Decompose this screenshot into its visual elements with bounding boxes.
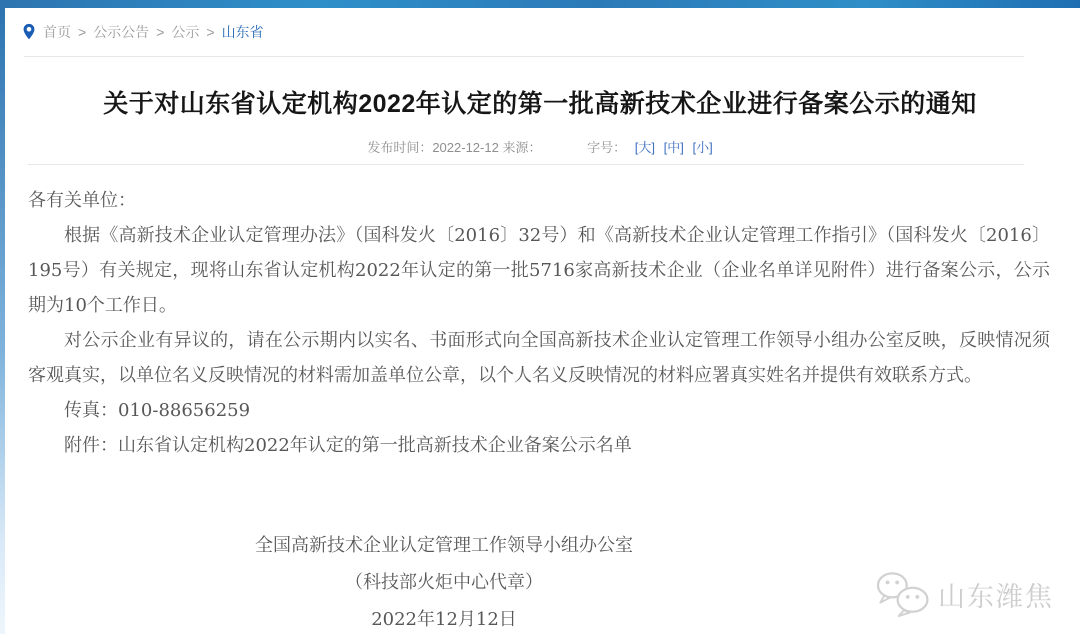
source-label: 来源： (502, 140, 542, 155)
breadcrumb-shandong[interactable]: 山东省 (221, 24, 264, 40)
watermark (872, 570, 1054, 618)
breadcrumb-publicity[interactable]: 公示 (171, 24, 200, 40)
font-size-medium-button[interactable]: [中] (663, 140, 684, 155)
signature-org: 全国高新技术企业认定管理工作领导小组办公室 (255, 535, 633, 556)
top-border-bar (0, 0, 1080, 8)
breadcrumb-separator: > (206, 24, 215, 40)
signature-seal-note: （科技部火炬中心代章） (345, 572, 543, 593)
breadcrumb-home[interactable]: 首页 (43, 24, 71, 40)
font-size-label: 字号： (587, 140, 627, 155)
publish-time-label: 发布时间： (367, 140, 433, 155)
breadcrumb-separator: > (78, 24, 87, 40)
attachment-line: 附件：山东省认定机构2022年认定的第一批高新技术企业备案公示名单 (64, 435, 632, 456)
left-border-bar (0, 8, 5, 634)
salutation: 各有关单位： (28, 190, 136, 211)
font-size-large-button[interactable]: [大] (634, 140, 655, 155)
font-size-small-button[interactable]: [小] (692, 140, 713, 155)
paragraph-objection: 对公示企业有异议的，请在公示期内以实名、书面形式向全国高新技术企业认定管理工作领导小组办公室反映，反映情况须客观真实，以单位名义反映情况的材料需加盖单位公章，以个人名义反映情况的材料应署真实姓名并提供有效联系方式。 (28, 330, 1050, 386)
breadcrumb-separator: > (156, 24, 165, 40)
paragraph-basis: 根据《高新技术企业认定管理办法》（国科发火〔2016〕32号）和《高新技术企业认定管理工作指引》（国科发火〔2016〕195号）有关规定，现将山东省认定机构2022年认定的第一批5716家高新技术企业（企业名单详见附件）进行备案公示，公示期为10个工作日。 (28, 225, 1050, 316)
title-divider (28, 164, 1024, 165)
breadcrumb-divider (24, 56, 1024, 57)
breadcrumb-announcements[interactable]: 公示公告 (93, 24, 150, 40)
location-pin-icon (22, 23, 36, 41)
page-title: 关于对山东省认定机构2022年认定的第一批高新技术企业进行备案公示的通知 (103, 90, 977, 118)
article-meta (0, 137, 1080, 156)
publish-time-value: 2022-12-12 (432, 140, 499, 155)
watermark-text: 山东潍焦 (938, 581, 1054, 612)
breadcrumb (22, 22, 1040, 42)
fax-line: 传真：010-88656259 (64, 400, 251, 421)
signature-block (28, 527, 860, 638)
wechat-icon (872, 570, 930, 618)
article-body (28, 183, 1050, 463)
signature-date: 2022年12月12日 (371, 609, 517, 630)
